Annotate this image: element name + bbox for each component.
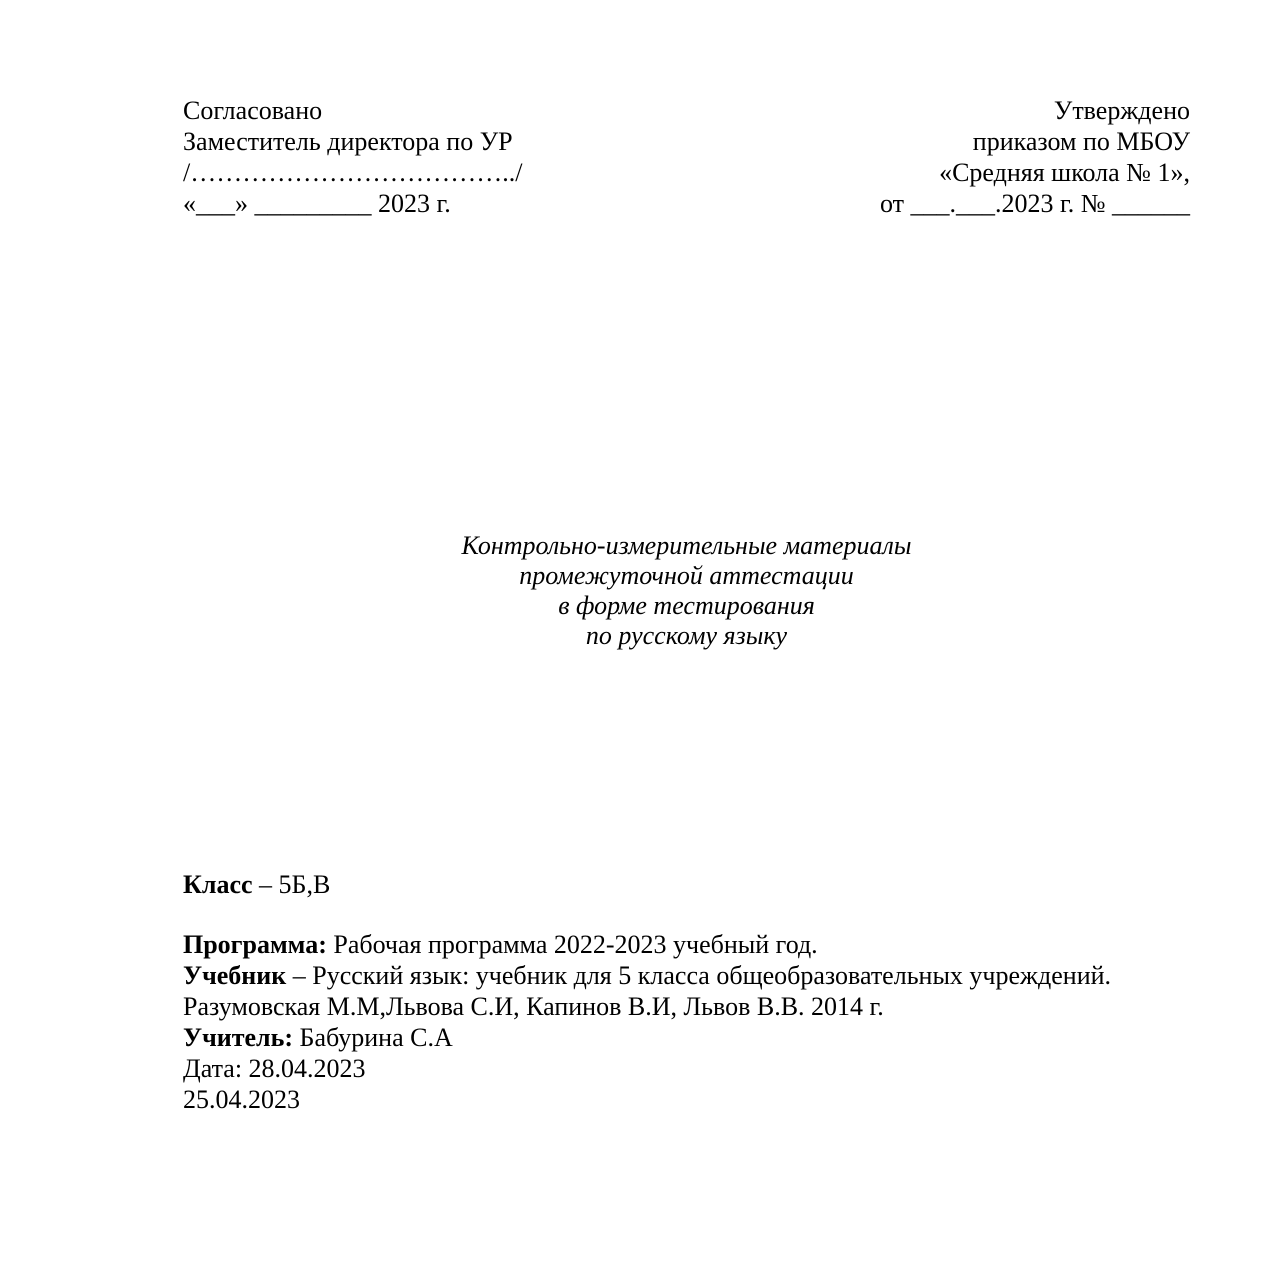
title-line-2: промежуточной аттестации xyxy=(519,561,854,590)
textbook-value: – Русский язык: учебник для 5 класса общеобразовательных учреждений. xyxy=(286,961,1112,990)
document-title xyxy=(183,531,1190,651)
agreed-label: Согласовано xyxy=(183,96,323,125)
deputy-director-line: Заместитель директора по УР xyxy=(183,127,513,156)
approval-left-block xyxy=(183,95,522,219)
order-date-blank-line: от ___.___.2023 г. № ______ xyxy=(879,189,1190,218)
signature-dotted-line: /………………………………../ xyxy=(183,158,523,187)
program-value: Рабочая программа 2022-2023 учебный год. xyxy=(326,930,818,959)
teacher-label: Учитель: xyxy=(183,1023,294,1052)
teacher-line xyxy=(183,1022,1190,1053)
teacher-value: Бабурина С.А xyxy=(293,1023,453,1052)
extra-date-line: 25.04.2023 xyxy=(183,1085,300,1114)
school-name-line: «Средняя школа № 1», xyxy=(939,158,1190,187)
textbook-label: Учебник xyxy=(183,961,287,990)
class-line xyxy=(183,869,1190,900)
class-value: – 5Б,В xyxy=(252,870,331,899)
approval-header xyxy=(183,95,1190,219)
title-line-3: в форме тестирования xyxy=(558,591,815,620)
textbook-line xyxy=(183,960,1190,991)
document-details xyxy=(183,869,1190,1115)
title-line-1: Контрольно-измерительные материалы xyxy=(461,531,912,560)
agreed-date-blank-line: «___» _________ 2023 г. xyxy=(183,189,451,218)
authors-line: Разумовская М.М,Львова С.И, Капинов В.И, Львов В.В. 2014 г. xyxy=(183,992,884,1021)
class-label: Класс xyxy=(183,870,253,899)
title-line-4: по русскому языку xyxy=(585,621,788,650)
program-line xyxy=(183,929,1190,960)
program-label: Программа: xyxy=(183,930,327,959)
order-by-line: приказом по МБОУ xyxy=(972,127,1190,156)
date-line: Дата: 28.04.2023 xyxy=(183,1054,366,1083)
approval-right-block xyxy=(880,95,1190,219)
approved-label: Утверждено xyxy=(1053,96,1190,125)
